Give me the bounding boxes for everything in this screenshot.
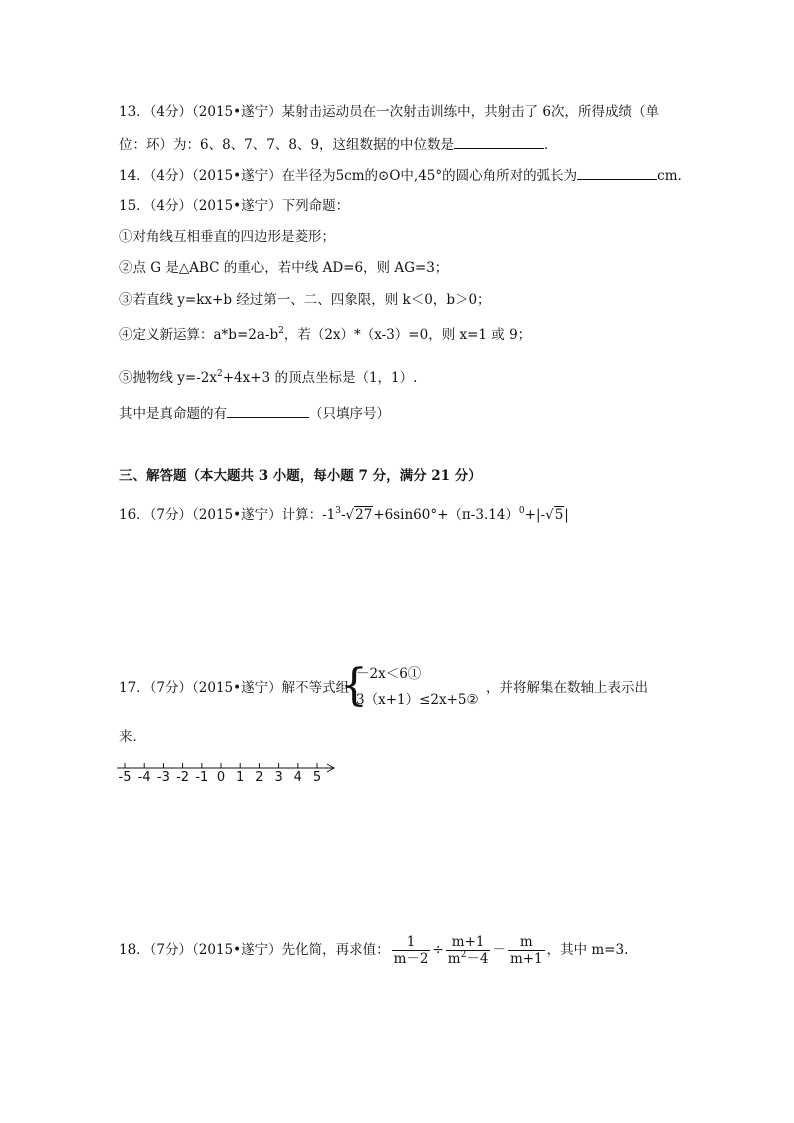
q15-p1-text: ①对角线互相垂直的四边形是菱形； — [119, 229, 335, 245]
q17-system-brace: { — [340, 660, 368, 711]
number-line-label: 4 — [293, 770, 302, 785]
q15-proposition-4 — [119, 325, 531, 345]
q15-p2-text: ②点 G 是△ABC 的重心，若中线 AD=6，则 AG=3； — [119, 260, 449, 276]
q18-fraction-2 — [446, 934, 491, 967]
q18-f1-denominator: m－2 — [393, 951, 429, 967]
q17-inequality-1 — [356, 664, 421, 684]
q16-line — [119, 505, 569, 525]
q15-p3-text: ③若直线 y=kx+b 经过第一、二、四象限，则 k＜0，b＞0； — [119, 292, 491, 308]
q17-line1-prefix — [119, 678, 349, 698]
q14-text: 14．（4分）（2015•遂宁）在半径为5cm的⊙O中,45°的圆心角所对的弧长为 — [119, 168, 578, 184]
q18-line — [119, 930, 628, 970]
q18-f3-numerator: m — [508, 934, 545, 951]
q17-line2 — [119, 727, 146, 747]
q16-abs-open: +|- — [524, 507, 546, 523]
q14-line — [119, 165, 682, 186]
q18-f2-numerator: m+1 — [446, 934, 491, 951]
q15-p4-text: ④定义新运算：a*b=2a-b — [119, 327, 279, 343]
q13-line2 — [119, 134, 558, 155]
q16-minus: - — [340, 507, 346, 523]
q18-f2-den-base: m — [447, 951, 461, 967]
section-3-title — [119, 466, 482, 486]
q15-p5-text-end: +4x+3 的顶点坐标是（1，1）. — [222, 370, 418, 386]
q15-proposition-2 — [119, 258, 448, 278]
q15-proposition-3 — [119, 290, 491, 310]
number-line-label: 0 — [216, 770, 226, 785]
q18-text: 18．（7分）（2015•遂宁）先化简，再求值： — [119, 942, 390, 958]
q17-inequality-1-text: －2x＜6① — [356, 666, 422, 682]
number-line-label: -4 — [137, 770, 151, 785]
q15-p4-text-end: ，若（2x）*（x-3）=0，则 x=1 或 9； — [283, 327, 532, 343]
q17-text: 17．（7分）（2015•遂宁）解不等式组 — [119, 680, 350, 696]
q18-f2-den-rest: －4 — [466, 951, 489, 967]
q17-text-line2: 来． — [119, 729, 146, 745]
q16-sqrt-5: √5 — [545, 507, 564, 523]
q15-p5-text: ⑤抛物线 y=-2x — [119, 370, 217, 386]
q17-inequality-2 — [356, 690, 479, 710]
q16-abs-close: | — [564, 507, 569, 523]
section-3-title-text: 三、解答题（本大题共 3 小题，每小题 7 分，满分 21 分） — [119, 468, 482, 484]
number-line-label: -3 — [156, 770, 170, 785]
q15-answer-line — [119, 403, 390, 424]
q13-text-end: ． — [544, 137, 558, 153]
q18-fraction-1 — [392, 934, 431, 967]
q16-exponent-0: 0 — [518, 506, 525, 516]
q18-f3-denominator: m+1 — [509, 951, 543, 967]
q15-p4-exponent: 2 — [278, 326, 284, 336]
q15-header — [119, 196, 349, 216]
q18-divide-sign: ÷ — [432, 942, 444, 958]
q16-mid-text: +6sin60°+（π-3.14） — [373, 507, 519, 523]
q13-text-line2: 位：环）为：6、8、7、7、8、9，这组数据的中位数是 — [119, 137, 455, 153]
q16-radicand-27: 27 — [355, 507, 373, 523]
q18-f2-den-exponent: 2 — [460, 950, 467, 960]
q18-fraction-3 — [508, 934, 545, 967]
q16-radicand-5: 5 — [554, 507, 564, 523]
q15-answer-hint: （只填序号） — [309, 406, 390, 422]
q15-answer-label: 其中是真命题的有 — [119, 406, 227, 422]
q18-minus-sign: － — [492, 942, 506, 958]
number-line-label: 1 — [236, 770, 245, 785]
number-line-label: 5 — [312, 770, 322, 785]
q13-text-line1: 13．（4分）（2015•遂宁）某射击运动员在一次射击训练中，共射击了 6次，所得成绩（单 — [119, 104, 659, 120]
q13-line1 — [119, 102, 659, 122]
number-line-label: -2 — [176, 770, 190, 785]
q18-text-end: ，其中 m=3. — [546, 942, 629, 958]
q15-header-text: 15．（4分）（2015•遂宁）下列命题： — [119, 198, 350, 214]
number-line-label: 2 — [255, 770, 264, 785]
q15-proposition-5 — [119, 368, 417, 388]
q14-unit: cm. — [657, 168, 682, 184]
q17-text-end: ，并将解集在数轴上表示出 — [486, 680, 648, 696]
q13-answer-blank[interactable] — [454, 134, 544, 149]
q14-answer-blank[interactable] — [577, 165, 657, 180]
q18-f2-denominator — [446, 951, 491, 967]
q16-sqrt-27: √27 — [345, 507, 373, 523]
q15-p5-exponent: 2 — [217, 369, 223, 379]
q16-text: 16．（7分）（2015•遂宁）计算：-1 — [119, 507, 336, 523]
number-line-label: -1 — [195, 770, 209, 785]
number-line-label: -5 — [118, 770, 132, 785]
number-line-label: 3 — [274, 770, 283, 785]
q17-inequality-2-text: 3（x+1）≤2x+5② — [356, 692, 479, 708]
q15-answer-blank[interactable] — [227, 403, 309, 418]
q16-exponent-3: 3 — [335, 506, 341, 516]
q15-proposition-1 — [119, 227, 335, 247]
q18-f1-numerator: 1 — [392, 934, 431, 951]
number-line-ticks — [125, 763, 317, 768]
q17-line1-suffix — [486, 678, 648, 698]
